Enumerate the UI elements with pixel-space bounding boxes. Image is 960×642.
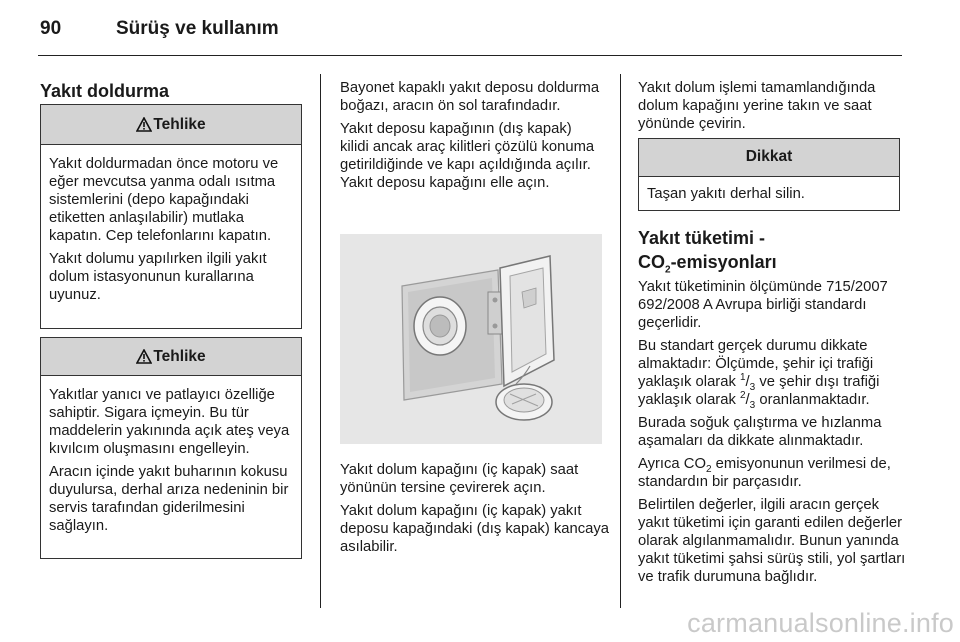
text-fragment: oranlanmaktadır.: [755, 392, 870, 408]
notice-box-text: Taşan yakıtı derhal silin.: [647, 186, 805, 202]
section-title-consumption: [638, 226, 908, 274]
warning-triangle-icon: [136, 349, 152, 369]
warning-box-1-header: [41, 105, 301, 145]
text-paragraph-co2: [638, 455, 908, 491]
warning-box-1-title: Tehlike: [153, 116, 206, 133]
warning-2-paragraph: Yakıtlar yanıcı ve patlayıcı özelliğe sahiptir. Sigara içmeyin. Bu tür maddelerin yakınında açık ateş veya kıvılcım oluşmasını engelleyin.: [49, 387, 290, 457]
column-divider-1: [320, 74, 321, 608]
column-1: [40, 79, 302, 103]
text-paragraph: Yakıt deposu kapağının (dış kapak) kilidi ancak araç kilitleri çözülü konuma getirildiğinde ve kapı açıldığında açılır. Yakıt deposu kapağını elle açın.: [340, 121, 595, 191]
text-paragraph: Yakıt tüketiminin ölçümünde 715/2007 692/2008 A Avrupa birliği standardı geçerlidir.: [638, 279, 888, 331]
subscript: 2: [705, 463, 712, 475]
fuel-filler-illustration: [340, 234, 602, 444]
warning-box-2-body: [41, 376, 301, 535]
warning-box-2-title: Tehlike: [153, 348, 206, 365]
warning-1-paragraph: Yakıt dolumu yapılırken ilgili yakıt dolum istasyonunun kurallarına uyunuz.: [49, 251, 267, 303]
section-title-line1: Yakıt tüketimi -: [638, 228, 766, 248]
section-title-rest: -emisyonları: [670, 252, 777, 272]
warning-box-1: [40, 104, 302, 329]
column-3-bottom: [638, 226, 908, 591]
notice-box-title: Dikkat: [639, 139, 899, 177]
text-fragment: Ayrıca CO: [638, 456, 706, 472]
section-title-co: CO: [638, 252, 665, 272]
text-paragraph: Yakıt dolum kapağını (iç kapak) saat yönünün tersine çevirerek açın.: [340, 462, 579, 496]
text-paragraph: Bayonet kapaklı yakıt deposu doldurma boğazı, aracın ön sol tarafındadır.: [340, 80, 600, 114]
page-number: 90: [40, 18, 62, 39]
notice-box: [638, 138, 900, 211]
text-paragraph: Yakıt dolum kapağını (iç kapak) yakıt deposu kapağındaki (dış kapak) kancaya asılabilir.: [340, 503, 609, 555]
warning-triangle-icon: [136, 117, 152, 137]
text-fragment: emisyonunun verilmesi de, standardın bir parçasıdır.: [638, 456, 891, 490]
text-paragraph: Yakıt dolum işlemi tamamlandığında dolum kapağını yerine takın ve saat yönünde çevirin.: [638, 80, 876, 132]
column-2-top: [340, 79, 604, 197]
section-title-sub: 2: [665, 264, 671, 276]
column-3-top: [638, 79, 904, 138]
fraction-denominator: 3: [749, 399, 756, 411]
fraction-numerator: 1: [739, 372, 746, 384]
fraction-denominator: 3: [749, 381, 756, 393]
warning-box-2: [40, 337, 302, 559]
warning-box-1-body: [41, 145, 301, 304]
header-rule: [38, 55, 902, 56]
watermark: carmanualsonline.info: [687, 608, 954, 638]
warning-2-paragraph: Aracın içinde yakıt buharının kokusu duyulursa, derhal arıza nedeninin bir servis tarafından giderilmesini sağlayın.: [49, 464, 289, 534]
text-paragraph-fractions: Bu standart gerçek durumu dikkate almaktadır: Ölçümde, şehir içi trafiği yaklaşık olarak $^1/_3$ ve şehir dışı trafiği yaklaşık olarak $^2/_3$ oranlanmaktadır.: [638, 338, 880, 411]
fraction-numerator: 2: [739, 390, 746, 402]
text-fragment: Bu standart gerçek durumu dikkate almaktadır: Ölçümde, şehir içi trafiği yaklaşık olarak: [638, 338, 874, 390]
page-title: Sürüş ve kullanım: [116, 18, 279, 39]
warning-1-paragraph: Yakıt doldurmadan önce motoru ve eğer mevcutsa yanma odalı ısıtma sistemlerini (depo kapağındaki etiketten anlaşılabilir) mutlaka kapatın. Cep telefonlarını kapatın.: [49, 156, 279, 244]
text-paragraph: Burada soğuk çalıştırma ve hızlanma aşamaları da dikkate alınmaktadır.: [638, 415, 882, 449]
text-fragment: ve şehir dışı trafiği yaklaşık olarak: [638, 374, 880, 408]
text-paragraph: Belirtilen değerler, ilgili aracın gerçek yakıt tüketimi için garanti edilen değerler olarak algılanmamalıdır. Bunun yanında yakıt tüketimi şahsi sürüş stili, yol şartları ve trafik durumuna bağlıdır.: [638, 497, 906, 585]
section-title-refueling: Yakıt doldurma: [40, 81, 170, 101]
column-divider-2: [620, 74, 621, 608]
column-2-bottom: [340, 461, 610, 561]
warning-box-2-header: [41, 338, 301, 376]
